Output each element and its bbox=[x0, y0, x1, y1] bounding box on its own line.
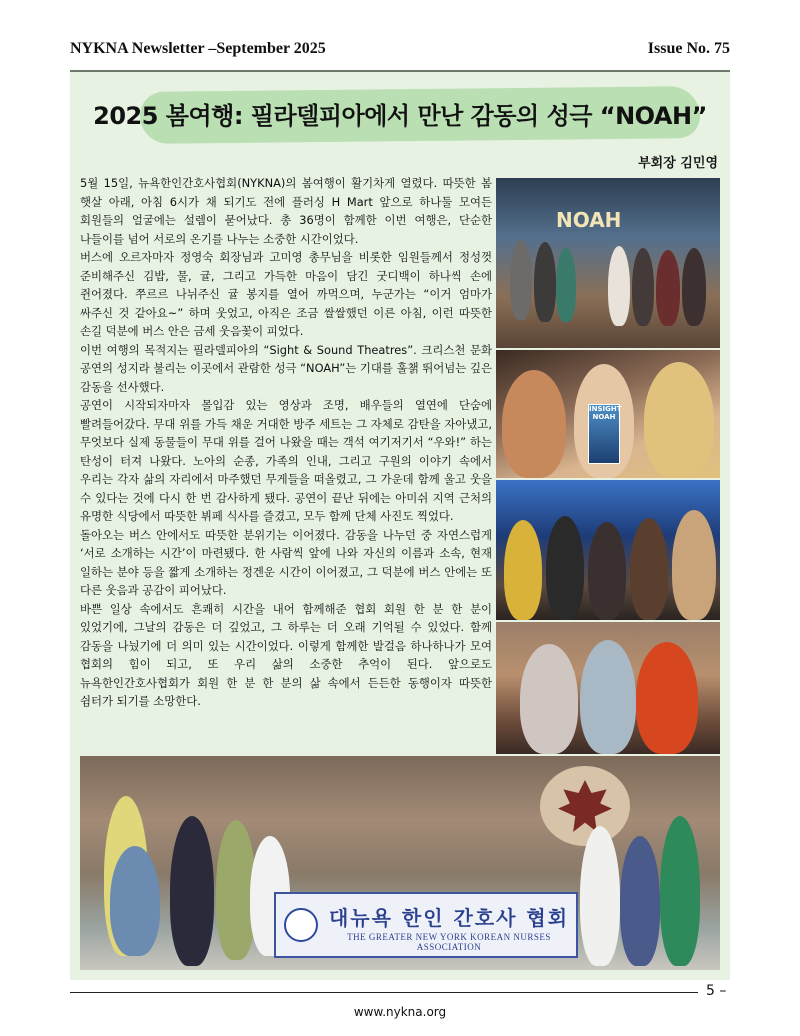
article-title: 2025 봄여행: 필라델피아에서 만난 감동의 성극 “NOAH” bbox=[93, 102, 707, 130]
article-paragraph: 돌아오는 버스 안에서도 따뜻한 분위기는 이어졌다. 감동을 나누던 중 자연스럽게 ‘서로 소개하는 시간’이 마련됐다. 한 사람씩 앞에 나와 자신의 이름과 소속, 현재 일하는 분야 등을 짧게 소개하는 정겐운 시간이 이어졌고, 그 덕분에 버스 안에는 또 다른 웃음과 공감이 피어났다. bbox=[80, 527, 492, 597]
issue-number: Issue No. 75 bbox=[647, 40, 730, 57]
photo-group-banner bbox=[80, 756, 720, 970]
noah-sign-text: NOAH bbox=[556, 208, 622, 232]
article-paragraph: 바쁜 일상 속에서도 흔쾌히 시간을 내어 함께해준 협회 회원 한 분 한 분이 있었기에, 그날의 감동은 더 깊었고, 그 하루는 더 오래 기억될 수 있었다. 함께 감동을 나눴기에 더 의미 있는 시간이었다. 이렇게 함께한 발걸음 하나하나가 모여 협회의 힘이 되고, 또 우리 삶의 소중한 추억이 된다. 앞으로도 뉴욕한인간호사협회가 회원 한 분 한 분의 삶 속에서 든든한 동행이자 따뜻한 쉼터가 되기를 소망한다. bbox=[80, 601, 492, 708]
article-paragraph: 5월 15일, 뉴욕한인간호사협회(NYKNA)의 봄여행이 활기차게 열렸다. 따뜻한 봄 햇살 아래, 아침 6시가 채 되기도 전에 플러싱 H Mart 앞으로 하나둘 모여든 회원들의 얼굴에는 설렘이 묻어났다. 총 36명이 함께한 이번 여행은, 단순한 나들이를 넘어 서로의 온기를 나누는 소중한 시간이었다. bbox=[80, 176, 492, 246]
maple-leaf-sign bbox=[540, 766, 630, 846]
photo-members-in-theatre bbox=[496, 480, 720, 620]
article-paragraph: 버스에 오르자마자 정영숙 회장님과 고미영 총무님을 비롯한 임원들께서 정성껏 준비해주신 김밥, 물, 귤, 그리고 가득한 마음이 담긴 굿디백이 하나씩 손에 쥔어졌다. 쭈르르 나뉘주신 귤 봉지를 열어 까먹으며, 누군가는 “이거 엄마가 싸주신 것 같아요~” 하며 웃었고, 아직은 조금 쌀쌀했던 이른 아침, 이런 따뜻한 손길 덕분에 버스 안은 금세 웃음꽃이 피었다. bbox=[80, 250, 492, 338]
page-number-dash: – bbox=[719, 983, 727, 999]
article-paragraph: 이번 여행의 목적지는 필라델피아의 “Sight & Sound Theatres”. 크리스천 문화 공연의 성지라 불리는 이곳에서 관람한 성극 “NOAH”는 기대를 훌챍 뛰어넘는 깊은 감동을 선사했다. bbox=[80, 342, 492, 394]
photo-selfie-with-book bbox=[496, 350, 720, 478]
page-number bbox=[706, 983, 726, 999]
newsletter-name: NYKNA Newsletter –September 2025 bbox=[70, 40, 326, 57]
article-author: 부회장 김민영 bbox=[638, 156, 718, 171]
association-logo-icon bbox=[284, 908, 318, 942]
footer-rule bbox=[70, 992, 698, 993]
article-panel bbox=[70, 70, 730, 980]
association-banner bbox=[274, 892, 578, 958]
photo-three-members-outdoor bbox=[496, 622, 720, 754]
noah-book-cover: INSIGHT NOAH bbox=[588, 404, 620, 464]
article-paragraph: 공연이 시작되자마자 몰입감 있는 영상과 조명, 배우들의 열연에 단숨에 빨려들어갔다. 무대 위를 가득 채운 거대한 방주 세트는 그 자체로 감탄을 자아냈고, 무엇보다 실제 동물들이 무대 위를 걸어 나왔을 때는 객석 여기저기서 “우와!” 하는 탄성이 터져 나왔다. 노아의 순종, 가족의 인내, 그리고 구원의 이야기 속에서 우리는 각자 삶의 자리에서 마주했던 무게들을 떠올렸고, 그 가운데 함께 울고 웃을 수 있다는 것에 다시 한 번 감사하게 됐다. 공연이 끝난 뒤에는 아미쉬 지역 근처의 유명한 식당에서 따뜻한 뷔페 식사를 즐겼고, 모두 함께 단체 사진도 찍었다. bbox=[80, 398, 492, 523]
page-number-value: 5 bbox=[706, 983, 715, 999]
photo-noah-theatre-group bbox=[496, 178, 720, 348]
article-body bbox=[80, 174, 492, 711]
banner-english-text: THE GREATER NEW YORK KOREAN NURSES ASSOCIATION bbox=[347, 932, 551, 952]
banner-korean-text: 대뉴욕 한인 간호사 협회 bbox=[328, 906, 570, 930]
website-url[interactable]: www.nykna.org bbox=[353, 1005, 447, 1019]
